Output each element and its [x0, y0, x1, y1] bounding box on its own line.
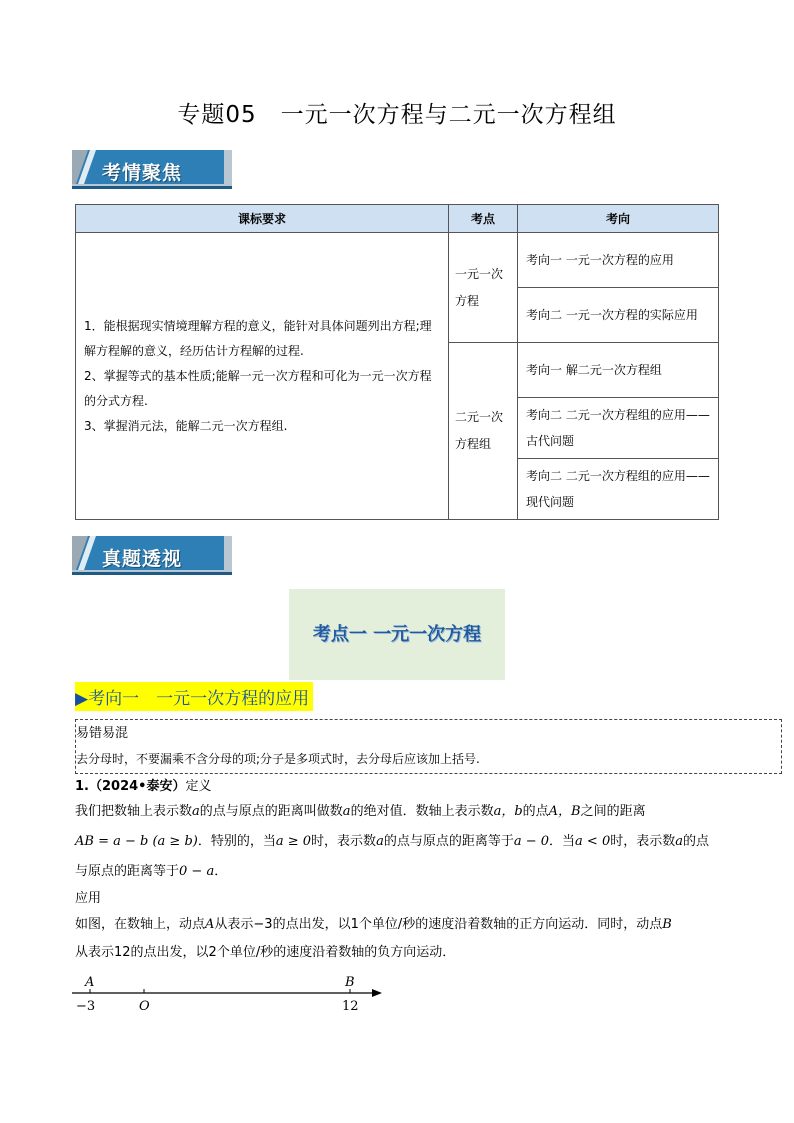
- kaodian-title: 考点一 一元一次方程: [312, 624, 482, 645]
- direction-cell: 考向二 一元一次方程的实际应用: [518, 288, 719, 343]
- problem-number: 1.: [75, 779, 89, 794]
- problem-source: （2024•泰安）: [88, 779, 186, 794]
- problem-line: 从表示12的点出发，以2个单位/秒的速度沿着数轴的负方向运动．: [75, 945, 456, 960]
- origin-label: O: [139, 999, 150, 1014]
- direction-cell: 考向二 二元一次方程组的应用——古代问题: [518, 398, 719, 459]
- mistakes-box: [75, 719, 782, 774]
- tick-minus3: −3: [76, 999, 96, 1014]
- direction-cell: 考向二 二元一次方程组的应用——现代问题: [518, 459, 719, 520]
- problem-line: 与原点的距离等于0 − a．: [75, 864, 228, 879]
- requirement-item: 2、掌握等式的基本性质;能解一元一次方程和可化为一元一次方程的分式方程.: [84, 368, 432, 408]
- point-b-label: B: [345, 975, 355, 990]
- header-curriculum: 课标要求: [76, 205, 449, 233]
- page-title: 专题05 一元一次方程与二元一次方程组: [177, 102, 617, 128]
- point-cell: 二元一次方程组: [449, 343, 518, 520]
- problem-line: AB = a − b (a ≥ b)．特别的，当a ≥ 0时，表示数a的点与原点的距离等于a − 0．当a < 0时，表示数a的点: [75, 834, 710, 849]
- problem-apply-label: 应用: [75, 891, 102, 906]
- mistakes-body: 去分母时，不要漏乘不含分母的项;分子是多项式时，去分母后应该加上括号.: [76, 752, 480, 766]
- problem-header: [75, 777, 212, 797]
- requirements-table: [75, 204, 719, 520]
- requirements-cell: [76, 233, 449, 520]
- point-cell: 一元一次方程: [449, 233, 518, 343]
- section-banner-zhenti: [72, 536, 232, 578]
- banner-title: 真题透视: [102, 548, 183, 570]
- section-banner-kaoqing: [72, 150, 232, 192]
- point-a-label: A: [85, 975, 95, 990]
- number-line-figure: [70, 970, 390, 1015]
- kaoxiang-heading: ▶考向一 一元一次方程的应用: [75, 682, 313, 711]
- tick-12: 12: [342, 999, 359, 1014]
- mistakes-heading: 易错易混: [76, 726, 129, 741]
- problem-line: 如图，在数轴上，动点A从表示−3的点出发，以1个单位/秒的速度沿着数轴的正方向运动．同时，动点B: [75, 917, 672, 932]
- requirement-item: 1．能根据现实情境理解方程的意义，能针对具体问题列出方程;理解方程解的意义，经历估计方程解的过程.: [84, 318, 432, 358]
- banner-title: 考情聚焦: [102, 162, 183, 184]
- requirement-item: 3、掌握消元法，能解二元一次方程组.: [84, 418, 288, 433]
- problem-label: 定义: [185, 779, 212, 794]
- header-point: 考点: [449, 205, 518, 233]
- direction-cell: 考向一 解二元一次方程组: [518, 343, 719, 398]
- direction-cell: 考向一 一元一次方程的应用: [518, 233, 719, 288]
- problem-line: 我们把数轴上表示数a的点与原点的距离叫做数a的绝对值．数轴上表示数a，b的点A，B之间的距离: [75, 804, 646, 819]
- header-direction: 考向: [518, 205, 719, 233]
- kaodian-box: [289, 589, 505, 680]
- number-line-arrow-icon: [372, 989, 382, 997]
